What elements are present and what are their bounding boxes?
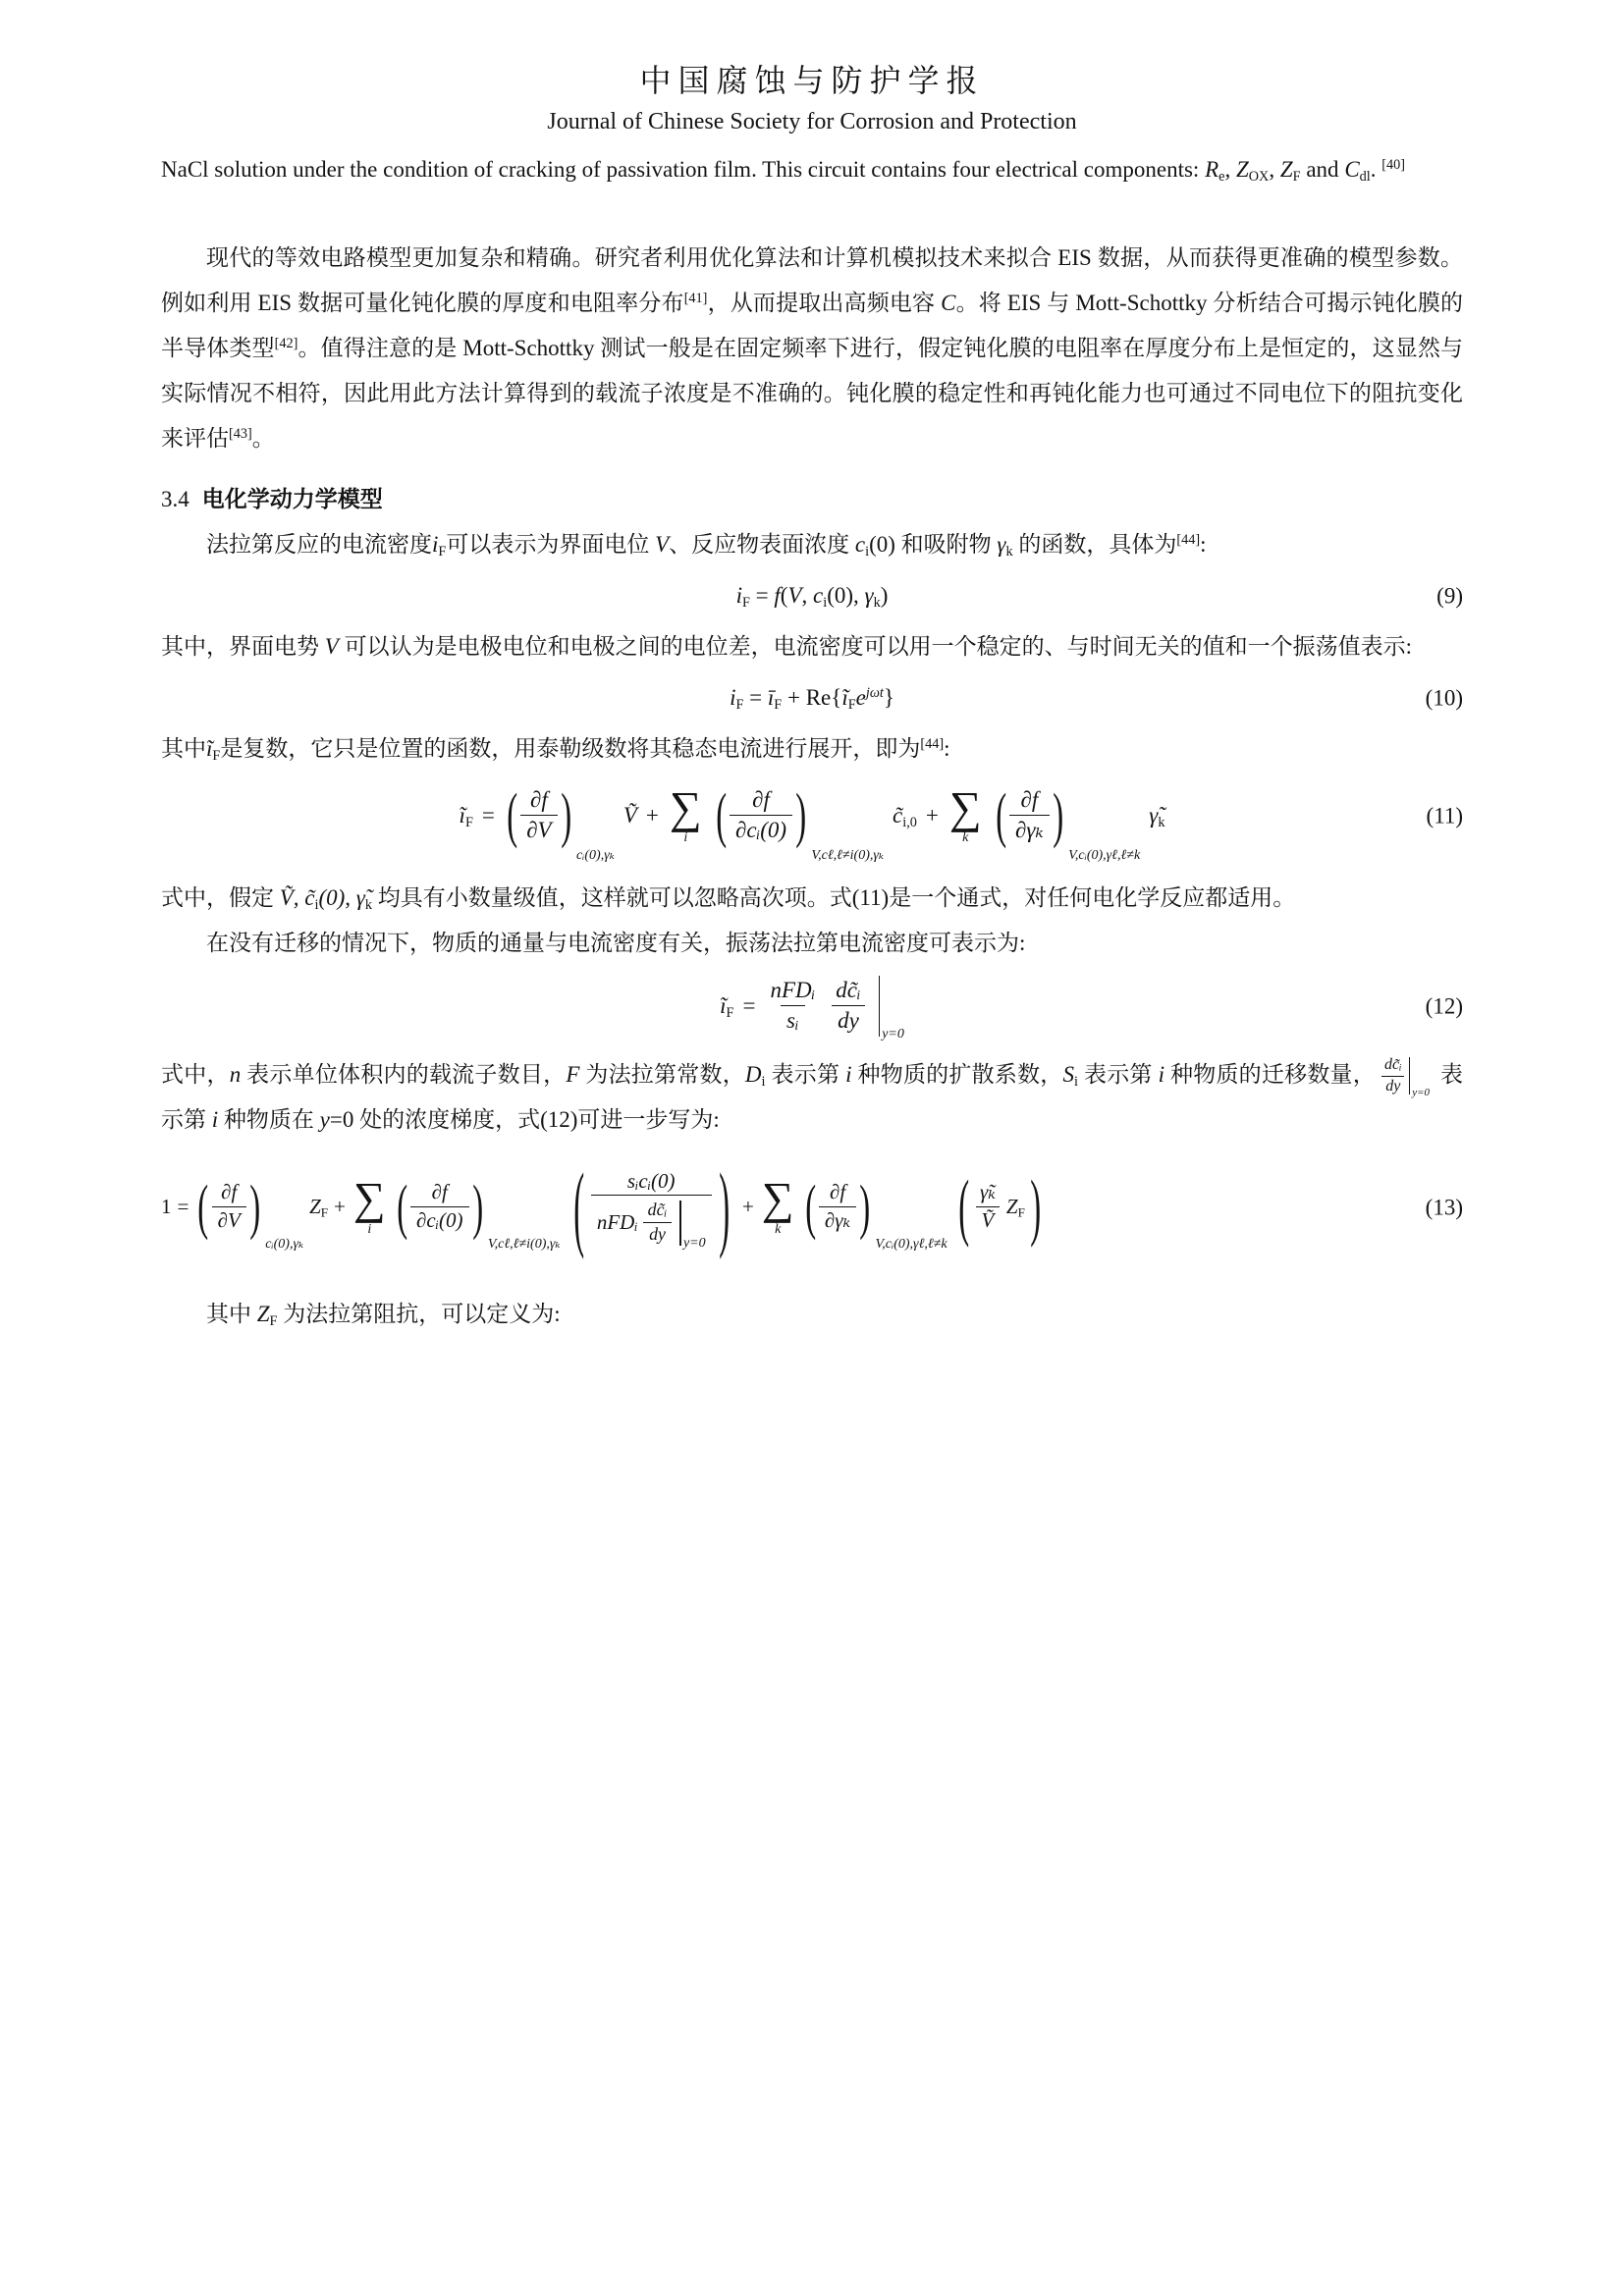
math-token	[1149, 800, 1164, 830]
math-sub: k	[1005, 543, 1013, 560]
text-run: =0 处的浓度梯度，式(12)可进一步写为:	[329, 1106, 720, 1132]
math-var: ĩ	[841, 685, 848, 710]
fraction-numerator: dc̃ᵢ	[836, 977, 861, 1002]
math-sub: F	[774, 696, 783, 713]
math-number: 1	[161, 1195, 172, 1219]
math-brace: {	[831, 685, 842, 710]
text-run: (0) 和吸附物	[869, 532, 998, 557]
partial-derivative-term-ci	[713, 780, 885, 863]
summation-index: i	[683, 830, 688, 846]
right-paren: )	[859, 1171, 871, 1241]
math-sub: F	[269, 1312, 278, 1329]
text-run: .	[1370, 157, 1382, 182]
math-sub: F	[726, 1005, 734, 1022]
text-run: 其中	[206, 1301, 257, 1326]
equation-11	[161, 780, 1463, 863]
text-run: 式中，	[161, 1061, 230, 1087]
math-op: ,	[801, 583, 814, 608]
summation-index: k	[962, 830, 969, 846]
citation-ref: [42]	[274, 336, 298, 352]
math-var: f	[774, 583, 781, 608]
math-sub: F	[1292, 168, 1301, 185]
text-run: 在没有迁移的情况下，物质的通量与电流密度有关，振荡法拉第电流密度可表示为:	[206, 930, 1026, 955]
math-sub: i	[823, 594, 828, 611]
evaluated-at-bar	[1409, 1057, 1431, 1099]
math-var: i	[730, 685, 736, 710]
math-sub: F	[1017, 1205, 1025, 1221]
journal-title-chinese: 中国腐蚀与防护学报	[639, 63, 985, 98]
section-number: 3.4	[161, 487, 189, 511]
equation-12	[161, 976, 1463, 1041]
math-sub: e	[1218, 168, 1225, 185]
vertical-bar	[1409, 1057, 1411, 1095]
nested-fraction	[642, 1199, 674, 1246]
text-run: ,	[1224, 157, 1236, 182]
left-paren: (	[715, 780, 727, 849]
fraction-numerator: dc̃ᵢ	[647, 1200, 668, 1220]
math-sub: i,0	[902, 815, 917, 831]
left-paren: (	[957, 1163, 969, 1249]
text-run: 其中，界面电势	[161, 634, 325, 659]
math-op: =	[481, 803, 495, 828]
math-var: Z	[256, 1301, 270, 1326]
partial-derivative-term-v	[194, 1171, 304, 1252]
text-run: 种物质在	[218, 1106, 320, 1132]
text-run: 表示第	[1078, 1061, 1159, 1087]
math-op: + Re	[782, 685, 832, 710]
math-sub: OX	[1248, 168, 1270, 185]
fraction-numerator: γ̃ₖ	[979, 1180, 996, 1204]
fraction-denominator: dy	[1381, 1076, 1404, 1097]
math-var: V	[324, 634, 339, 659]
math-var: i	[1158, 1061, 1165, 1087]
fraction-denominator: ∂cᵢ(0)	[410, 1206, 469, 1235]
text-run: 。值得注意的是 Mott-Schottky 测试一般是在固定频率下进行，假定钝化膜的电阻率在厚度分布上是恒定的，这显然与实际情况不相符，因此用此方法计算得到的载流子浓度是不准确的。钝化膜的稳定性和再钝化能力也可通过不同电位下的阻抗变化来评估	[161, 336, 1464, 451]
section-heading-3-4	[161, 477, 1463, 522]
text-run: 表示单位体积内的载流子数目，	[241, 1061, 567, 1087]
math-op: +	[925, 803, 939, 828]
math-var: i	[735, 583, 742, 608]
text-run: 为法拉第阻抗，可以定义为:	[277, 1301, 561, 1326]
fraction-denominator: ∂cᵢ(0)	[730, 815, 792, 845]
evaluation-condition: y=0	[682, 1235, 706, 1251]
paragraph-symbol-definitions	[161, 1052, 1463, 1143]
math-var: ĩ	[720, 993, 727, 1019]
paragraph-complex-number	[161, 726, 1463, 772]
fraction	[819, 1179, 856, 1234]
text-run: 。	[251, 426, 275, 451]
sigma-symbol: ∑	[669, 781, 702, 832]
fraction	[830, 976, 866, 1037]
math-var: (0), γ̃	[318, 884, 365, 910]
journal-title-english: Journal of Chinese Society for Corrosion and Protection	[547, 109, 1077, 134]
text-run: 的函数，具体为	[1012, 532, 1177, 557]
math-var: c̃	[893, 803, 903, 828]
text-run: 现代的等效电路模型更加复杂和精确。研究者利用优化算法和计算机模拟技术来拟合 EIS 数据，从而获得更准确的模型参数。例如利用 EIS 数据可量化钝化膜的厚度和电阻率分布	[161, 245, 1463, 315]
text-run: 表示第	[161, 1061, 1464, 1132]
left-paren: (	[995, 780, 1006, 849]
math-op: +	[645, 803, 659, 828]
fraction-numerator: nFDᵢ	[770, 977, 816, 1002]
fraction-numerator: ∂f	[829, 1180, 846, 1204]
equation-body	[459, 780, 1165, 863]
fraction-denominator: Ṽ	[976, 1206, 1001, 1235]
condition-subscript: V,cᵢ(0),γℓ,ℓ≠k	[1068, 847, 1141, 863]
math-var: V	[787, 583, 802, 608]
condition-subscript: cᵢ(0),γₖ	[265, 1236, 304, 1252]
paragraph-small-magnitude	[161, 876, 1463, 921]
text-run: NaCl solution under the condition of cracking of passivation film. This circuit contains four electrical components:	[161, 157, 1206, 182]
math-var: c	[854, 532, 866, 557]
math-sub: i	[1074, 1073, 1078, 1090]
math-sub: F	[847, 696, 856, 713]
math-var: γ	[997, 532, 1006, 557]
equation-number: (11)	[1426, 803, 1463, 828]
condition-subscript: cᵢ(0),γₖ	[575, 847, 615, 863]
equation-number: (9)	[1436, 583, 1463, 609]
math-op: )	[880, 583, 889, 608]
math-var: ĩ	[206, 736, 213, 761]
complex-fraction	[591, 1168, 712, 1251]
evaluation-condition: y=0	[1412, 1087, 1431, 1099]
summation-index: k	[775, 1221, 782, 1237]
text-run: 是复数，它只是位置的函数，用泰勒级数将其稳态电流进行展开，即为	[220, 736, 921, 761]
text-run: 式中，假定	[161, 884, 280, 910]
math-token	[460, 800, 473, 830]
math-var: γ̃	[1149, 803, 1159, 828]
equation-body	[730, 675, 894, 721]
equation-number: (10)	[1425, 685, 1463, 711]
text-run: 种物质的迁移数量，	[1164, 1061, 1377, 1087]
sigma-symbol: ∑	[761, 1173, 794, 1224]
math-op: (0),	[827, 583, 865, 608]
fraction-denominator: ∂V	[520, 815, 557, 845]
math-var: C	[941, 291, 956, 315]
math-var: Z	[309, 1195, 321, 1219]
math-var: nFDᵢ	[596, 1209, 638, 1234]
right-paren: )	[249, 1171, 261, 1241]
summation-i	[352, 1173, 386, 1237]
math-exponent: jωt	[865, 685, 884, 702]
right-paren: )	[560, 780, 571, 849]
math-var: F	[566, 1061, 580, 1087]
text-run: 均具有小数量级值，这样就可以忽略高次项。式(11)是一个通式，对任何电化学反应都适用。	[372, 884, 1296, 910]
equation-body	[161, 1151, 1046, 1260]
fraction-denominator	[591, 1195, 712, 1251]
fraction-denominator: dy	[643, 1222, 672, 1247]
right-paren: )	[1030, 1163, 1041, 1249]
math-var: R	[1205, 157, 1219, 182]
fraction	[764, 976, 821, 1037]
text-run: and	[1300, 157, 1345, 182]
partial-derivative-term-gamma	[802, 1171, 947, 1252]
math-var: i	[432, 532, 439, 557]
math-sub: i	[314, 896, 319, 913]
fraction-numerator: ∂f	[752, 787, 770, 812]
fraction-numerator: dc̃ᵢ	[1384, 1056, 1402, 1074]
right-paren: )	[1053, 780, 1063, 849]
section-title: 电化学动力学模型	[201, 487, 383, 511]
math-var: Z	[1235, 157, 1249, 182]
math-op: (	[780, 583, 788, 608]
equation-body	[736, 573, 889, 618]
math-var: Ṽ	[623, 803, 637, 828]
summation-k	[948, 781, 982, 846]
math-var: y	[319, 1106, 330, 1132]
citation-ref: [43]	[229, 426, 252, 443]
text-run: :	[1200, 532, 1207, 557]
math-sub: F	[320, 1205, 329, 1221]
summation-i	[669, 781, 702, 846]
text-run: 其中	[161, 736, 206, 761]
text-run: 表示第	[765, 1061, 846, 1087]
math-op: +	[741, 1195, 754, 1219]
math-sub: k	[364, 896, 372, 913]
math-var: Z	[1005, 1195, 1018, 1219]
fraction-denominator: ∂V	[212, 1206, 246, 1235]
text-run: 可以表示为界面电位	[446, 532, 656, 557]
equation-13	[161, 1151, 1463, 1260]
right-paren: )	[471, 1171, 483, 1241]
paragraph-faradaic-current	[161, 522, 1463, 567]
text-run: 、反应物表面浓度	[669, 532, 855, 557]
math-token	[720, 990, 733, 1021]
text-run: 可以认为是电极电位和电极之间的电位差，电流密度可以用一个稳定的、与时间无关的值和一个振荡值表示:	[338, 634, 1412, 659]
math-op: =	[177, 1195, 189, 1219]
fraction	[974, 1179, 1001, 1234]
math-var: ĩ	[459, 803, 465, 828]
left-paren: (	[197, 1171, 209, 1241]
summation-k	[761, 1173, 794, 1237]
math-var: i	[845, 1061, 852, 1087]
condition-subscript: V,cᵢ(0),γℓ,ℓ≠k	[875, 1236, 947, 1252]
math-token	[309, 1193, 328, 1220]
equation-10	[161, 675, 1463, 721]
text-run: 为法拉第常数，	[579, 1061, 745, 1087]
math-var: ī	[767, 685, 775, 710]
equation-number: (13)	[1425, 1195, 1463, 1220]
math-sub: k	[873, 594, 881, 611]
math-var: e	[855, 685, 866, 710]
fraction-numerator: sᵢcᵢ(0)	[626, 1168, 676, 1193]
condition-subscript: V,cℓ,ℓ≠i(0),γₖ	[487, 1236, 561, 1252]
math-brace: }	[883, 685, 894, 710]
partial-derivative-term-ci	[394, 1171, 561, 1252]
math-var: γ	[864, 583, 874, 608]
fraction	[730, 785, 792, 846]
math-var: Ṽ, c̃	[279, 884, 315, 910]
fraction-numerator: ∂f	[221, 1180, 238, 1204]
paragraph-english-continuation	[161, 147, 1463, 192]
right-paren: )	[718, 1151, 730, 1260]
math-var: V	[655, 532, 670, 557]
inline-fraction-gradient	[1380, 1055, 1430, 1097]
math-sub: F	[438, 543, 447, 560]
journal-header	[161, 57, 1463, 139]
equation-9	[161, 573, 1463, 618]
fraction	[1009, 785, 1050, 846]
fraction-denominator: ∂γₖ	[1009, 815, 1050, 845]
math-var: S	[1062, 1061, 1075, 1087]
math-sub: F	[212, 747, 221, 764]
left-paren: (	[507, 780, 517, 849]
paren-content	[974, 1179, 1025, 1234]
text-run: ，从而提取出高频电容	[707, 291, 942, 315]
fraction	[520, 785, 557, 846]
condition-subscript: V,cℓ,ℓ≠i(0),γₖ	[811, 847, 885, 863]
math-sub: i	[761, 1073, 766, 1090]
fraction-numerator: ∂f	[431, 1180, 448, 1204]
equation-body	[720, 976, 904, 1041]
partial-derivative-term-gamma	[993, 780, 1141, 863]
math-sub: F	[735, 696, 744, 713]
fraction-numerator: ∂f	[1020, 787, 1039, 812]
right-paren: )	[795, 780, 807, 849]
paragraph-no-migration	[161, 921, 1463, 966]
math-var: C	[1344, 157, 1360, 182]
math-op: =	[743, 685, 768, 710]
fraction	[410, 1179, 469, 1234]
fraction-denominator: dy	[832, 1005, 865, 1036]
sigma-symbol: ∑	[948, 781, 982, 832]
math-token	[1006, 1193, 1025, 1220]
fraction-denominator: ∂γₖ	[819, 1206, 856, 1235]
summation-index: i	[367, 1221, 372, 1237]
math-sub: dl	[1359, 168, 1371, 185]
math-sub: i	[865, 543, 870, 560]
evaluated-at-bar	[879, 976, 904, 1041]
text-run: ,	[1269, 157, 1280, 182]
math-var: c	[813, 583, 824, 608]
paragraph-modern-models	[161, 236, 1463, 461]
fraction-denominator: sᵢ	[781, 1005, 805, 1036]
left-paren: (	[396, 1171, 407, 1241]
math-var: D	[744, 1061, 762, 1087]
left-paren: (	[572, 1151, 584, 1260]
fraction	[1380, 1055, 1406, 1097]
text-run: :	[944, 736, 950, 761]
vertical-bar	[879, 976, 881, 1037]
citation-ref: [44]	[1176, 532, 1201, 549]
math-sub: k	[1158, 815, 1165, 831]
paragraph-faradaic-impedance	[161, 1292, 1463, 1337]
math-sub: F	[464, 815, 473, 831]
sigma-symbol: ∑	[352, 1173, 386, 1224]
paragraph-interface-potential	[161, 624, 1463, 669]
math-op: +	[334, 1195, 346, 1219]
math-var: i	[211, 1106, 219, 1132]
left-paren: (	[804, 1171, 816, 1241]
fraction-numerator: ∂f	[530, 787, 548, 812]
equation-number: (12)	[1425, 993, 1463, 1019]
text-run: 种物质的扩散系数，	[851, 1061, 1063, 1087]
math-var: Z	[1279, 157, 1293, 182]
citation-ref: [40]	[1381, 157, 1405, 174]
citation-ref: [44]	[920, 736, 945, 753]
big-fraction-term	[567, 1151, 736, 1260]
citation-ref: [41]	[683, 291, 708, 307]
math-op: =	[749, 583, 775, 608]
math-var: n	[229, 1061, 242, 1087]
partial-derivative-term-v	[504, 780, 615, 863]
evaluation-condition: y=0	[882, 1026, 904, 1041]
vertical-bar	[679, 1201, 681, 1246]
fraction	[212, 1179, 246, 1234]
math-sub: F	[741, 594, 750, 611]
text-run: 法拉第反应的电流密度	[206, 532, 432, 557]
impedance-ratio-term	[953, 1163, 1047, 1249]
text-run: 。将 EIS 与 Mott-Schottky 分析结合可揭示钝化膜的半导体类型	[161, 291, 1464, 360]
math-op: =	[742, 993, 756, 1019]
evaluated-at-bar	[679, 1201, 706, 1251]
math-token	[893, 800, 917, 830]
